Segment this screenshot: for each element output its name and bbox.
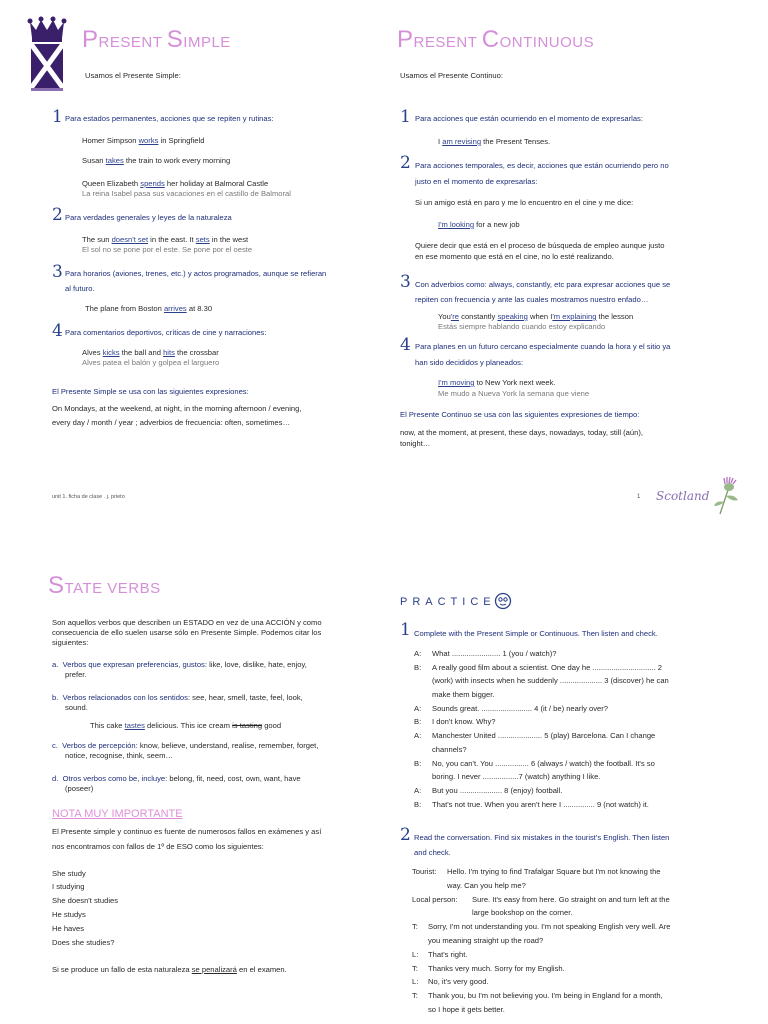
- sv-item-d-cont: (poseer): [65, 784, 94, 793]
- dialogue-line: B: That's not true. When you aren't here I ............... 9 (not watch) it.: [414, 799, 649, 809]
- ps-example: Susan takes the train to work every morning: [82, 156, 231, 165]
- scotland-label: Scotland: [656, 489, 710, 503]
- sv-item-a-cont: prefer.: [65, 670, 87, 679]
- sv-example: This cake tastes delicious. This ice cream is tasting good: [90, 721, 282, 730]
- pc-head-1: Para acciones que están ocurriendo en el momento de expresarlas:: [415, 114, 643, 123]
- ps-translation: El sol no se pone por el este. Se pone por el oeste: [82, 245, 253, 254]
- dialogue-line: so I hope it gets better.: [428, 1004, 505, 1014]
- penalty-note: Si se produce un fallo de esta naturaleza se penalizará en el examen.: [52, 965, 287, 974]
- dialogue-line: L: No, it's very good.: [412, 977, 489, 987]
- pc-paragraph: en ese momento que está en el cine, no lo esté realizando.: [415, 252, 614, 261]
- pc-head-4a: Para planes en un futuro cercano especialmente cuando la hora y el sitio ya: [415, 342, 671, 351]
- pc-intro: Usamos el Presente Continuo:: [400, 71, 503, 80]
- ps-num-3: 3: [52, 262, 63, 282]
- dialogue-line: you meaning straight up the road?: [428, 935, 544, 945]
- pc-expr-line: now, at the moment, at present, these days, nowadays, today, still (aún),: [400, 428, 643, 437]
- error-example: He haves: [52, 924, 85, 933]
- pc-num-4: 4: [400, 335, 411, 355]
- error-example: He studys: [52, 910, 86, 919]
- note-heading: NOTA MUY IMPORTANTE: [52, 808, 183, 820]
- dialogue-line: T: Thank you, bu I'm not believing you. I'm being in England for a month,: [412, 991, 663, 1001]
- pc-head-4b: han sido decididos y planeados:: [415, 358, 524, 367]
- pc-example: I'm looking for a new job: [438, 220, 520, 229]
- sv-item-c-cont: notice, recognise, think, seem…: [65, 751, 174, 760]
- dialogue-line: make them bigger.: [432, 690, 495, 700]
- pr-num-2: 2: [400, 825, 411, 845]
- pc-paragraph: Quiere decir que está en el proceso de búsqueda de empleo aunque justo: [415, 241, 665, 250]
- dialogue-1: [414, 649, 744, 813]
- present-continuous-title: PRESENT CONTINUOUS: [397, 26, 595, 53]
- practice-title: PRACTICE: [400, 596, 496, 608]
- pc-example: I am revising the Present Tenses.: [438, 137, 551, 146]
- dialogue-line: T: Sorry, I'm not understanding you. I'm not speaking English very well. Are: [412, 922, 671, 932]
- sv-item-a: a. Verbos que expresan preferencias, gustos: like, love, dislike, hate, enjoy,: [52, 660, 307, 669]
- pc-paragraph: Si un amigo está en paro y me lo encuentro en el cine y me dice:: [415, 198, 634, 207]
- ps-expr-line: On Mondays, at the weekend, at night, in the morning afternoon / evening,: [52, 404, 302, 413]
- pr-head-1: Complete with the Present Simple or Continuous. Then listen and check.: [414, 629, 658, 638]
- dialogue-line: A: Sounds great. ........................ 4 (it / be) nearly over?: [414, 703, 608, 713]
- sv-item-c: c. Verbos de percepción: know, believe, understand, realise, remember, forget,: [52, 741, 319, 750]
- ps-num-4: 4: [52, 321, 63, 341]
- footer-credit: unit 1. ficha de clase . j. prieto: [52, 494, 125, 500]
- ps-head-1: Para estados permanentes, acciones que se repiten y rutinas:: [65, 114, 274, 123]
- dialogue-2: [412, 867, 752, 1019]
- sv-item-b-cont: sound.: [65, 703, 88, 712]
- pc-num-2: 2: [400, 153, 411, 173]
- note-paragraph: nos encontramos con fallos de 1º de ESO como los siguientes:: [52, 842, 264, 851]
- error-example: She study: [52, 869, 86, 878]
- dialogue-line: large bookshop on the corner.: [472, 908, 573, 918]
- pr-num-1: 1: [400, 620, 411, 640]
- pc-expr-line: tonight…: [400, 439, 431, 448]
- dialogue-line: B: No, you can't. You ................ 6 (always / watch) the football. It's so: [414, 758, 655, 768]
- dialogue-line: A: But you .................... 8 (enjoy) football.: [414, 785, 563, 795]
- dialogue-line: Local person: Sure. It's easy from here. Go straight on and turn left at the: [412, 894, 670, 904]
- ps-expr-head: El Presente Simple se usa con las siguientes expresiones:: [52, 387, 249, 396]
- pc-head-2a: Para acciones temporales, es decir, acciones que están ocurriendo pero no: [415, 161, 669, 170]
- state-verbs-title: STATE VERBS: [48, 572, 161, 599]
- sv-intro: consecuencia de ello suelen usarse sólo en Presente Simple. Podemos citar los: [52, 628, 322, 637]
- ps-example: Homer Simpson works in Springfield: [82, 136, 205, 145]
- ps-head-2: Para verdades generales y leyes de la naturaleza: [65, 213, 232, 222]
- pc-head-3b: repiten con frecuencia y ante las cuales mostramos nuestro enfado…: [415, 295, 649, 304]
- pc-example: You're constantly speaking when I'm explaining the lesson: [438, 312, 634, 321]
- dialogue-line: A: What ....................... 1 (you / watch)?: [414, 649, 557, 658]
- present-simple-title: PRESENT SIMPLE: [82, 26, 231, 53]
- dialogue-line: L: That's right.: [412, 949, 468, 959]
- sv-intro: Son aquellos verbos que describen un ESTADO en vez de una ACCIÓN y como: [52, 618, 322, 627]
- pc-translation: Estás siempre hablando cuando estoy explicando: [438, 322, 606, 331]
- thistle-icon: [710, 476, 742, 521]
- ps-head-4: Para comentarios deportivos, críticas de cine y narraciones:: [65, 328, 267, 337]
- ps-example: The sun doesn't set in the east. It sets in the west: [82, 235, 249, 244]
- ps-expr-line: every day / month / year ; adverbios de frecuencia: often, sometimes…: [52, 418, 291, 427]
- error-example: She doesn't studies: [52, 896, 119, 905]
- ps-translation: La reina Isabel pasa sus vacaciones en el castillo de Balmoral: [82, 189, 291, 198]
- face-icon: [494, 592, 512, 615]
- pc-head-2b: justo en el momento de expresarlas:: [415, 177, 538, 186]
- page-number: 1: [637, 494, 641, 500]
- ps-example: Alves kicks the ball and hits the crossbar: [82, 348, 219, 357]
- ps-head-3b: al futuro.: [65, 284, 95, 293]
- sv-item-d: d. Otros verbos como be, incluye: belong, fit, need, cost, own, want, have: [52, 774, 301, 783]
- royal-crest-icon: [26, 16, 68, 94]
- pc-num-1: 1: [400, 107, 411, 127]
- pc-example: I'm moving to New York next week.: [438, 378, 556, 387]
- dialogue-line: Tourist: Hello. I'm trying to find Trafalgar Square but I'm not knowing the: [412, 867, 661, 876]
- error-example: Does she studies?: [52, 938, 115, 947]
- ps-num-1: 1: [52, 107, 63, 127]
- dialogue-line: B: A really good film about a scientist. One day he .............................. 2: [414, 662, 663, 672]
- pc-translation: Me mudo a Nueva York la semana que viene: [438, 389, 590, 398]
- note-paragraph: El Presente simple y continuo es fuente de numerosos fallos en exámenes y así: [52, 827, 322, 836]
- pc-expr-head: El Presente Continuo se usa con las siguientes expresiones de tiempo:: [400, 410, 640, 419]
- pr-head-2b: and check.: [414, 848, 451, 857]
- dialogue-line: B: I don't know. Why?: [414, 717, 496, 727]
- ps-intro: Usamos el Presente Simple:: [85, 71, 181, 80]
- dialogue-line: channels?: [432, 744, 467, 754]
- sv-intro: siguientes:: [52, 638, 89, 647]
- pc-head-3a: Con adverbios como: always, constantly, etc para expresar acciones que se: [415, 280, 671, 289]
- ps-example: The plane from Boston arrives at 8.30: [85, 304, 213, 313]
- pc-num-3: 3: [400, 272, 411, 292]
- ps-translation: Alves patea el balón y golpea el larguero: [82, 358, 220, 367]
- dialogue-line: A: Manchester United ..................... 5 (play) Barcelona. Can I change: [414, 731, 656, 741]
- error-example: I studying: [52, 882, 85, 891]
- dialogue-line: way. Can you help me?: [447, 880, 526, 890]
- pr-head-2a: Read the conversation. Find six mistakes in the tourist's English. Then listen: [414, 833, 670, 842]
- ps-head-3a: Para horarios (aviones, trenes, etc.) y actos programados, aunque se refieran: [65, 269, 327, 278]
- dialogue-line: boring. I never .................7 (watch) anything I like.: [432, 772, 601, 782]
- ps-num-2: 2: [52, 205, 63, 225]
- ps-example: Queen Elizabeth spends her holiday at Balmoral Castle: [82, 179, 269, 188]
- dialogue-line: T: Thanks very much. Sorry for my English.: [412, 963, 565, 973]
- sv-item-b: b. Verbos relacionados con los sentidos: see, hear, smell, taste, feel, look,: [52, 693, 303, 702]
- dialogue-line: (work) with insects when he suddenly .................... 3 (discover) he can: [432, 676, 669, 686]
